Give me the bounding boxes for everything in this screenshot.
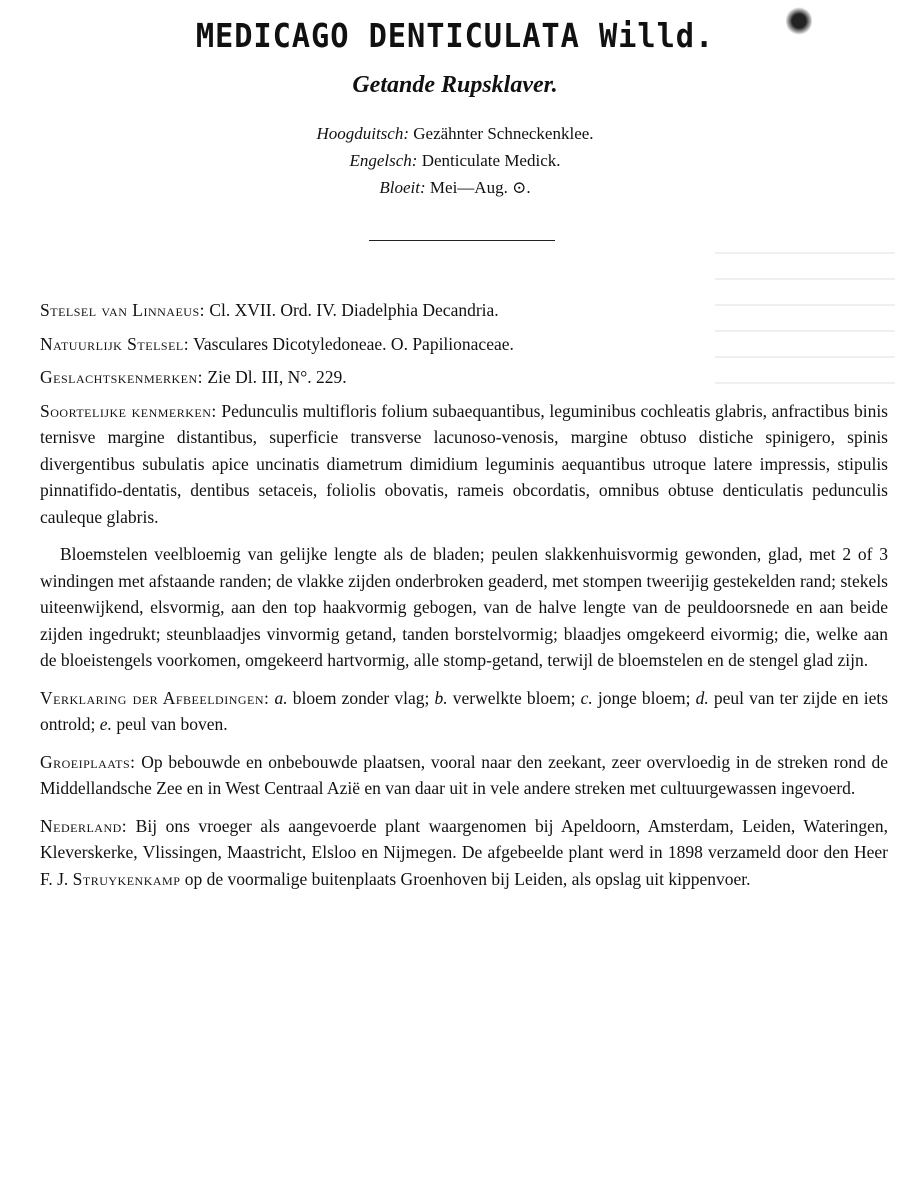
name-label: Bloeit: <box>379 178 426 197</box>
section-label: Verklaring der Afbeeldingen: <box>40 687 270 708</box>
section-text: Pedunculis multifloris folium subaequantibus, leguminibus cochleatis glabris, anfractibus binis ternisve margine distantibus, superficie transverse lacunoso-venosis, margine obtuso distiche spinigero, spinis divergentibus subulatis apice uncinatis diametrum dimidium leguminis aequantibus utroque latere impressis, stipulis pinnatifido-dentatis, dentibus setaceis, foliolis obovatis, rameis obcordatis, omnibus obtuse denticulatis pedunculis cauleque glabris. <box>40 400 888 527</box>
species-title: MEDICAGO DENTICULATA Willd. <box>195 16 715 55</box>
name-line-flowering <box>0 174 910 201</box>
section-text: Op bebouwde en onbebouwde plaatsen, vooral naar den zeekant, zeer overvloedig in de streken rond de Middellandsche Zee en in West Centraal Azië en van daar uit in vele andere streken met cultuurgewassen ingevoerd. <box>40 751 888 798</box>
section-text: Cl. XVII. Ord. IV. Diadelphia Decandria. <box>209 300 499 320</box>
name-label: Hoogduitsch: <box>316 124 409 143</box>
name-line-german <box>0 120 910 147</box>
figure-key: a. <box>274 687 288 708</box>
divider-rule <box>369 240 555 241</box>
genus-section <box>40 364 888 391</box>
section-label: Geslachtskenmerken: <box>40 367 204 387</box>
linnaeus-section <box>40 297 888 324</box>
description-body <box>40 297 888 903</box>
section-label: Stelsel van Linnaeus: <box>40 300 205 320</box>
figure-text: peul van boven. <box>116 714 228 734</box>
species-section <box>40 398 888 531</box>
section-text: Vasculares Dicotyledoneae. O. Papilionaceae. <box>193 333 514 354</box>
dutch-description: Bloemstelen veelbloemig van gelijke lengte als de bladen; peulen slakkenhuisvormig gewonden, glad, met 2 of 3 windingen met afstaande randen; de vlakke zijden onderbroken geaderd, met stompen tweerijig gestekelden rand; stekels uiteenwijkend, elsvormig, aan den top haakvormig gebogen, van de halve lengte van de peuldoorsnede en aan beide zijden ingedrukt; steunblaadjes vinvormig getand, tanden borstelvormig; blaadjes omgekeerd eivormig; die, welke aan de bloeistengels voorkomen, omgekeerd hartvormig, alle stomp-getand, terwijl de bloemstelen en de stengel glad zijn. <box>40 544 888 670</box>
section-text: Zie Dl. III, N°. 229. <box>207 367 347 387</box>
name-line-english <box>0 147 910 174</box>
name-label: Engelsch: <box>349 151 418 170</box>
section-label: Nederland: <box>40 815 128 836</box>
name-value: Gezähnter Schneckenklee. <box>413 124 594 143</box>
figure-text: jonge bloem; <box>597 687 691 708</box>
vernacular-names <box>0 120 910 201</box>
section-text: Bij ons vroeger als aangevoerde plant waargenomen bij Apeldoorn, Amsterdam, Leiden, Wateringen, Kleverskerke, Vlissingen, Maastricht, Elsloo en Nijmegen. De afgebeelde plant werd in 1898 verzameld door den Heer F. J. <box>40 815 888 889</box>
figure-key: b. <box>434 687 448 708</box>
habitat-section <box>40 749 888 802</box>
collector-name: Struykenkamp <box>72 868 181 889</box>
natural-system-section <box>40 331 888 358</box>
section-text: op de voormalige buitenplaats Groenhoven bij Leiden, als opslag uit kippenvoer. <box>184 868 751 889</box>
dutch-name: Getande Rupsklaver. <box>352 72 558 98</box>
section-label: Groeiplaats: <box>40 751 136 772</box>
figure-text: bloem zonder vlag; <box>292 687 430 708</box>
figure-text: verwelkte bloem; <box>452 687 576 708</box>
figures-section <box>40 685 888 738</box>
name-value: Mei—Aug. ⊙. <box>429 178 531 197</box>
figure-key: e. <box>99 714 112 734</box>
figure-key: d. <box>695 687 709 708</box>
section-label: Natuurlijk Stelsel: <box>40 333 190 354</box>
name-value: Denticulate Medick. <box>421 151 561 170</box>
section-label: Soortelijke kenmerken: <box>40 400 217 421</box>
figure-text: peul van ter zijde en iets ontrold; <box>40 687 889 734</box>
figure-key: c. <box>580 687 593 708</box>
netherlands-section <box>40 813 888 893</box>
